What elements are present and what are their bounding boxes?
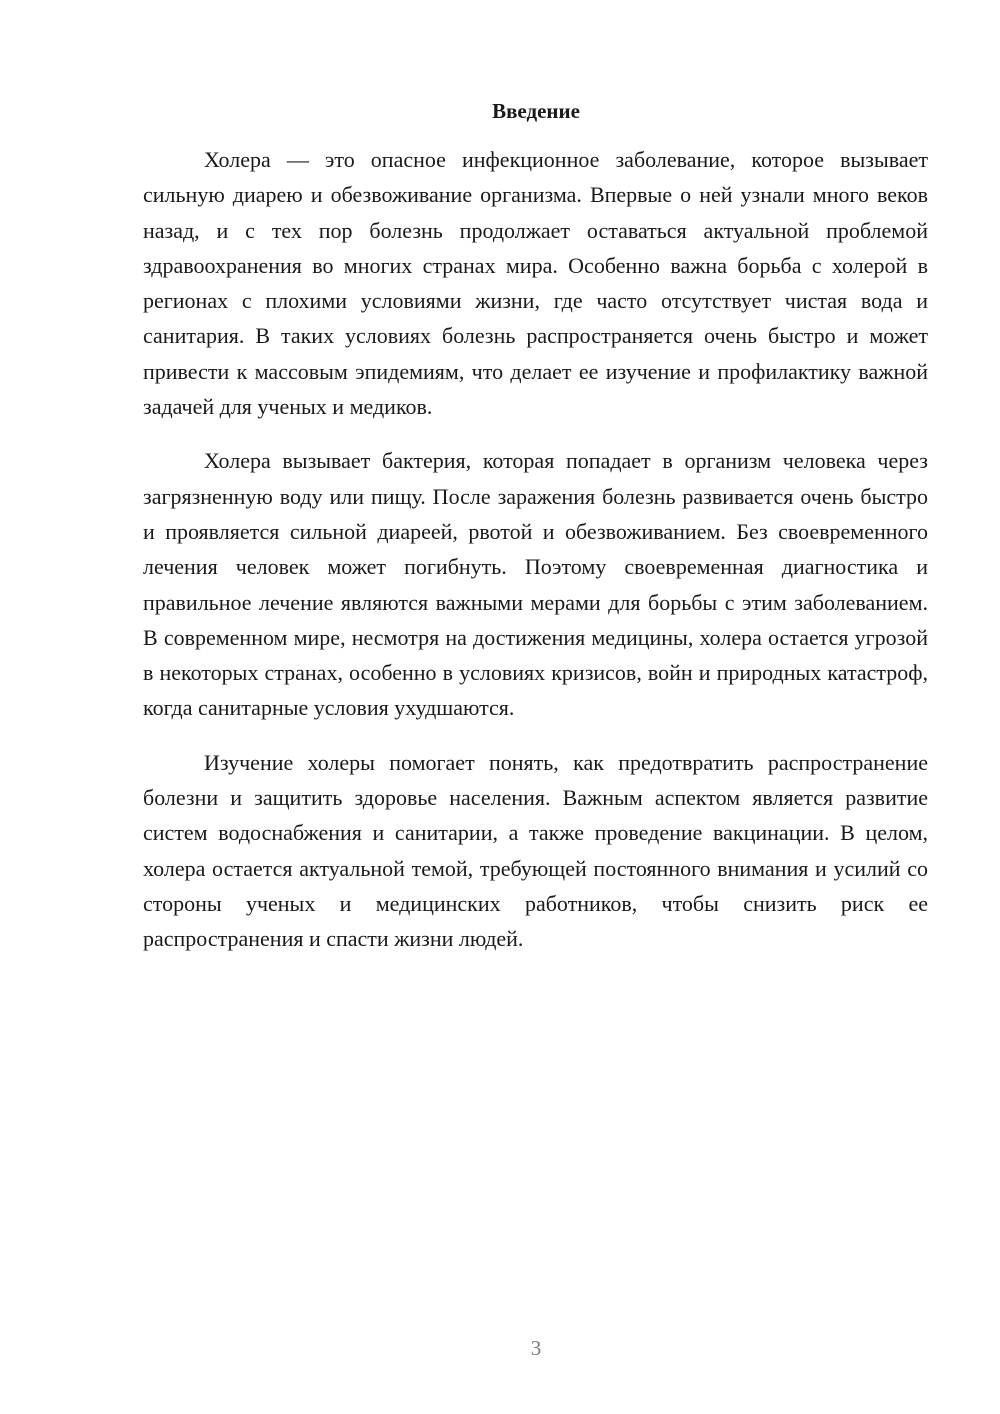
paragraph-3: Изучение холеры помогает понять, как предотвратить распространение болезни и защитить здоровье населения. Важным аспектом является развитие систем водоснабжения и санитарии, а также проведение вакцинации. В целом, холера остается актуальной темой, требующей постоянного внимания и усилий со стороны ученых и медицинских работников, чтобы снизить риск ее распространения и спасти жизни людей. [143,749,928,952]
section-heading: Введение [492,99,580,123]
page-number: 3 [530,1336,542,1360]
paragraph-2: Холера вызывает бактерия, которая попадает в организм человека через загрязненную воду или пищу. После заражения болезнь развивается очень быстро и проявляется сильной диареей, рвотой и обезвоживанием. Без своевременного лечения человек может погибнуть. Поэтому своевременная диагностика и правильное лечение являются важными мерами для борьбы с этим заболеванием. В современном мире, несмотря на достижения медицины, холера остается угрозой в некоторых странах, особенно в условиях кризисов, войн и природных катастроф, когда санитарные условия ухудшаются. [143,448,928,721]
paragraph-1: Холера — это опасное инфекционное заболевание, которое вызывает сильную диарею и обезвоживание организма. Впервые о ней узнали много веков назад, и с тех пор болезнь продолжает оставаться актуальной проблемой здравоохранения во многих странах мира. Особенно важна борьба с холерой в регионах с плохими условиями жизни, где часто отсутствует чистая вода и санитария. В таких условиях болезнь распространяется очень быстро и может привести к массовым эпидемиям, что делает ее изучение и профилактику важной задачей для ученых и медиков. [143,147,928,420]
body-text [143,142,928,976]
